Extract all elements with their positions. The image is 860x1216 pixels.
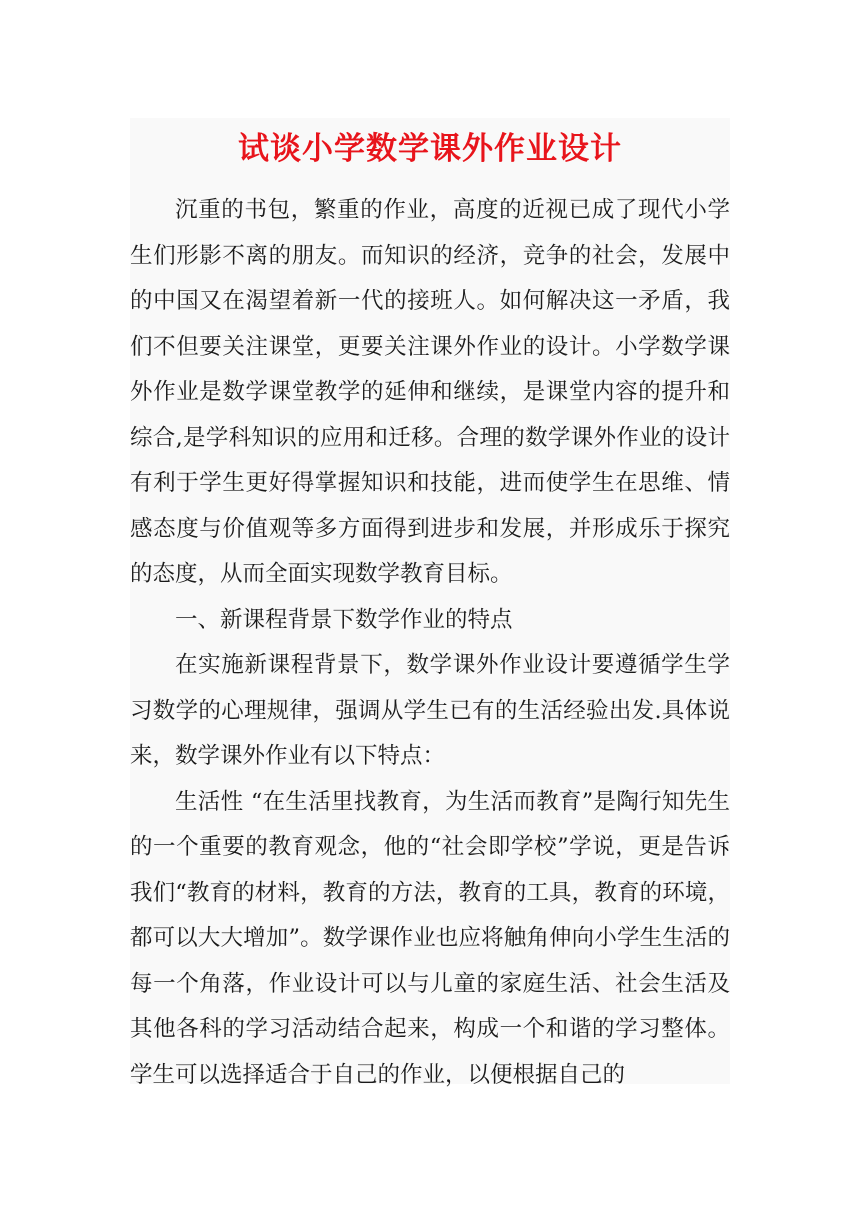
document-title: 试谈小学数学课外作业设计	[238, 131, 622, 167]
section-heading: 一、新课程背景下数学作业的特点	[175, 606, 513, 633]
document-page	[130, 118, 730, 1088]
section-paragraph: 在实施新课程背景下，数学课外作业设计要遵循学生学习数学的心理规律，强调从学生已有的生活经验出发.具体说来，数学课外作业有以下特点：	[130, 652, 730, 769]
life-paragraph: 生活性 “在生活里找教育，为生活而教育”是陶行知先生的一个重要的教育观念，他的“社会即学校”学说，更是告诉我们“教育的材料，教育的方法，教育的工具，教育的环境，都可以大大增加”。数学课作业也应将触角伸向小学生生活的每一个角落，作业设计可以与儿童的家庭生活、社会生活及其他各科的学习活动结合起来，构成一个和谐的学习整体。学生可以选择适合于自己的作业，以便根据自己的	[130, 788, 730, 1088]
intro-paragraph: 沉重的书包，繁重的作业，高度的近视已成了现代小学生们形影不离的朋友。而知识的经济，竞争的社会，发展中的中国又在渴望着新一代的接班人。如何解决这一矛盾，我们不但要关注课堂，更要关注课外作业的设计。小学数学课外作业是数学课堂教学的延伸和继续，是课堂内容的提升和综合,是学科知识的应用和迁移。合理的数学课外作业的设计有利于学生更好得掌握知识和技能，进而使学生在思维、情感态度与价值观等多方面得到进步和发展，并形成乐于探究的态度，从而全面实现数学教育目标。	[130, 197, 730, 587]
document-body	[130, 188, 730, 1098]
